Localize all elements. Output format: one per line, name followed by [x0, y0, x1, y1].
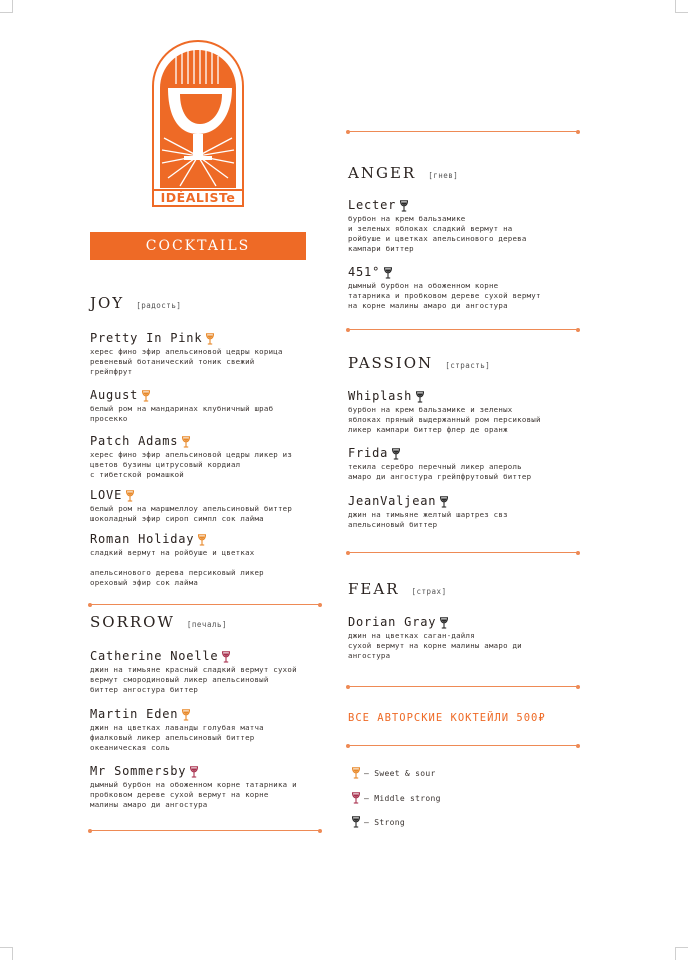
glass-strong-icon: [352, 816, 360, 828]
section-subtitle: [страсть]: [445, 361, 491, 370]
cocktail-name: [348, 615, 522, 629]
legend-row: [348, 767, 436, 779]
cocktail-item: [348, 494, 508, 530]
cocktail-name-text: Catherine Noelle: [90, 649, 219, 663]
cocktail-name-text: August: [90, 388, 139, 402]
cocktail-item: [90, 388, 273, 424]
cocktail-item: [348, 198, 527, 254]
cocktail-item: [90, 331, 283, 377]
cocktail-description: дымный бурбон на обоженном корне татарника и пробковом дереве сухой вермут на корне малины амаро ди ангостура: [348, 281, 541, 310]
glass-strong-icon: [400, 200, 408, 212]
cocktail-name: [90, 649, 297, 663]
cocktail-name: [90, 707, 264, 721]
cocktail-name: [348, 389, 541, 403]
crop-mark-top-left: [0, 0, 13, 13]
glass-sweet-sour-icon: [182, 436, 190, 448]
legend-label: – Sweet & sour: [364, 768, 436, 778]
cocktail-name: [348, 198, 527, 212]
section-title: ANGER: [348, 164, 417, 182]
cocktail-name: [90, 434, 292, 448]
cocktail-description: херес фино эфир апельсиновой цедры ликер из цветов бузины цитрусовый кордиал с тибетской ромашкой: [90, 450, 293, 479]
section-joy-heading: [90, 293, 181, 312]
cocktail-name-text: Roman Holiday: [90, 532, 195, 546]
glass-strong-icon: [440, 496, 448, 508]
cocktail-description: джин на цветках саган-дайля сухой вермут на корне малины амаро ди ангостура: [348, 631, 522, 660]
cocktail-item: [90, 488, 292, 524]
cocktail-item: [348, 389, 541, 435]
cocktail-name: [348, 494, 508, 508]
glass-sweet-sour-icon: [142, 390, 150, 402]
glass-middle-strong-icon: [190, 766, 198, 778]
divider-line: [348, 552, 578, 553]
glass-sweet-sour-icon: [198, 534, 206, 546]
glass-strong-icon: [416, 391, 424, 403]
cocktails-banner: COCKTAILS: [90, 232, 306, 260]
logo-wordmark: IDÉALISTe: [160, 190, 236, 205]
cocktail-item: [348, 446, 531, 482]
glass-sweet-sour-icon: [206, 333, 214, 345]
legend-label: – Strong: [364, 817, 405, 827]
cocktail-name: [348, 446, 531, 460]
glass-strong-icon: [384, 267, 392, 279]
legend-row: [348, 792, 441, 804]
glass-sweet-sour-icon: [352, 767, 360, 779]
crop-mark-top-right: [675, 0, 688, 13]
logo-emblem-icon: [150, 38, 246, 208]
cocktail-name: [90, 331, 283, 345]
section-title: SORROW: [90, 613, 175, 631]
glass-middle-strong-icon: [352, 792, 360, 804]
glass-sweet-sour-icon: [126, 490, 134, 502]
cocktail-name-text: Frida: [348, 446, 389, 460]
section-passion-heading: [348, 353, 490, 372]
cocktail-name: [90, 764, 297, 778]
cocktail-description: херес фино эфир апельсиновой цедры корица ревеневый ботанический тоник свежий грейпфрут: [90, 347, 283, 376]
legend-row: [348, 816, 405, 828]
cocktail-item: [90, 434, 292, 480]
section-title: FEAR: [348, 580, 400, 598]
glass-strong-icon: [392, 448, 400, 460]
divider-line: [348, 745, 578, 746]
cocktail-item: [90, 532, 264, 588]
cocktail-name-text: 451°: [348, 265, 381, 279]
cocktail-name-text: Whiplash: [348, 389, 413, 403]
section-sorrow-heading: [90, 612, 227, 631]
crop-mark-bottom-right: [675, 947, 688, 960]
cocktail-name-text: Mr Sommersby: [90, 764, 187, 778]
cocktail-description: сладкий вермут на ройбуше и цветках апельсинового дерева персиковый ликер ореховый эфир сок лайма: [90, 548, 264, 587]
section-subtitle: [печаль]: [186, 620, 228, 629]
promo-price-note: ВСЕ АВТОРСКИЕ КОКТЕЙЛИ 500₽: [348, 712, 546, 724]
cocktail-name-text: JeanValjean: [348, 494, 437, 508]
cocktail-description: джин на тимьяне красный сладкий вермут сухой вермут смородиновый ликер апельсиновый биттер ангостура биттер: [90, 665, 297, 694]
cocktail-name-text: Patch Adams: [90, 434, 179, 448]
section-anger-heading: [348, 163, 458, 182]
divider-line: [90, 604, 320, 605]
cocktail-name-text: Pretty In Pink: [90, 331, 203, 345]
cocktail-item: [348, 265, 541, 311]
section-title: PASSION: [348, 354, 434, 372]
cocktail-description: белый ром на маршмеллоу апельсиновый биттер шоколадный эфир сироп симпл сок лайма: [90, 504, 293, 523]
cocktail-name: [90, 532, 264, 546]
cocktail-name-text: Lecter: [348, 198, 397, 212]
legend-label: – Middle strong: [364, 793, 441, 803]
cocktail-name: [90, 388, 273, 402]
cocktail-name: [90, 488, 292, 502]
cocktail-item: [90, 649, 297, 695]
cocktail-description: текила серебро перечный ликер апероль амаро ди ангостура грейпфрутовый биттер: [348, 462, 532, 481]
cocktail-description: белый ром на мандаринах клубничный шраб просекко: [90, 404, 274, 423]
divider-line: [348, 131, 578, 132]
cocktail-name-text: Dorian Gray: [348, 615, 437, 629]
cocktail-description: бурбон на крем бальзамике и зеленых яблоках пряный выдержанный ром персиковый ликер кампари биттер флер де оранж: [348, 405, 541, 434]
section-subtitle: [радость]: [136, 301, 182, 310]
divider-line: [348, 686, 578, 687]
cocktail-description: дымный бурбон на обоженном корне татарника и пробковом дереве сухой вермут на корне малины амаро ди ангостура: [90, 780, 297, 809]
cocktail-description: джин на цветках лаванды голубая матча фиалковый ликер апельсиновый биттер океаническая соль: [90, 723, 264, 752]
section-title: JOY: [90, 294, 125, 312]
idealiste-logo: [150, 38, 246, 208]
cocktail-name: [348, 265, 541, 279]
cocktail-name-text: LOVE: [90, 488, 123, 502]
divider-line: [90, 830, 320, 831]
section-subtitle: [гнев]: [428, 171, 459, 180]
glass-strong-icon: [440, 617, 448, 629]
glass-middle-strong-icon: [222, 651, 230, 663]
cocktail-description: бурбон на крем бальзамике и зеленых яблоках сладкий вермут на ройбуше и цветках апельсинового дерева кампари биттер: [348, 214, 527, 253]
cocktail-description: джин на тимьяне желтый шартрез свз апельсиновый биттер: [348, 510, 508, 529]
section-fear-heading: [348, 579, 447, 598]
glass-sweet-sour-icon: [182, 709, 190, 721]
cocktail-item: [90, 707, 264, 753]
divider-line: [348, 329, 578, 330]
crop-mark-bottom-left: [0, 947, 13, 960]
cocktail-item: [90, 764, 297, 810]
cocktail-item: [348, 615, 522, 661]
cocktail-name-text: Martin Eden: [90, 707, 179, 721]
section-subtitle: [страх]: [411, 587, 447, 596]
